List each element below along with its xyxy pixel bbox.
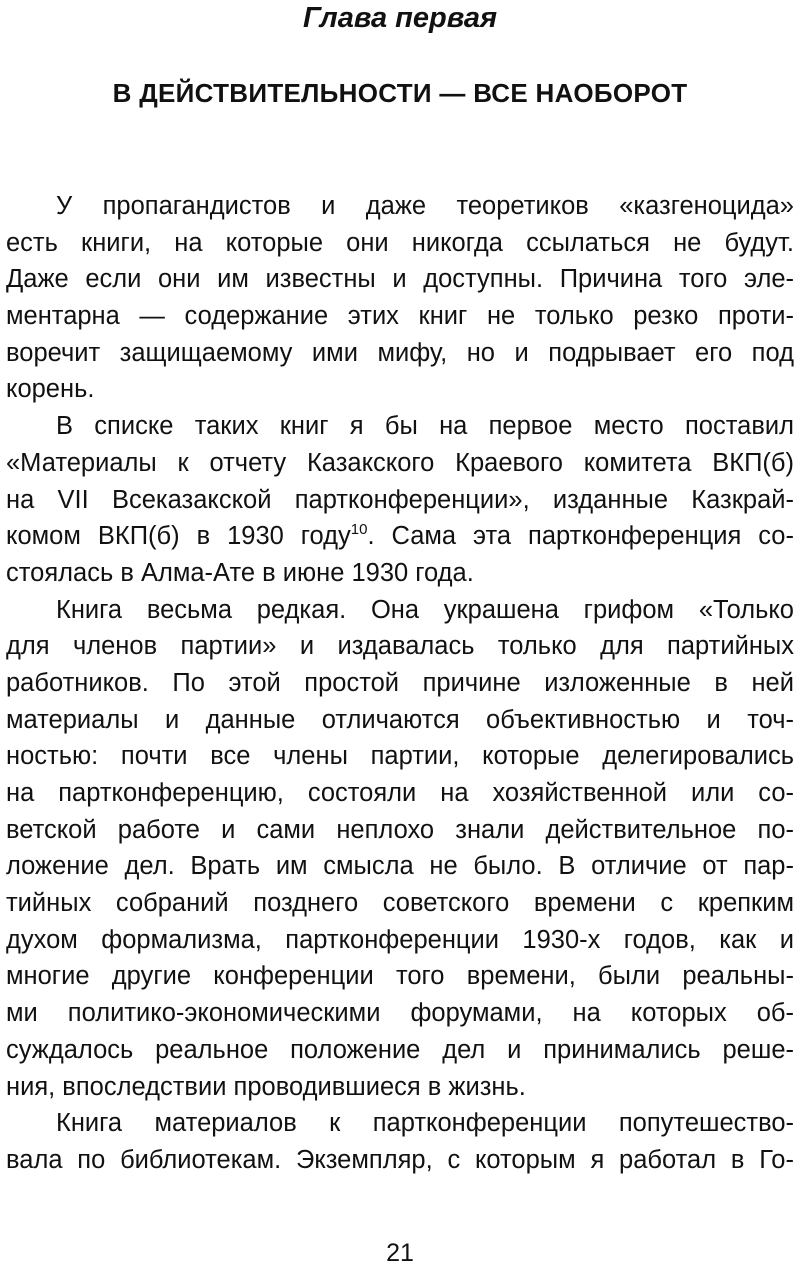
text-line: Даже если они им известны и доступны. Причина того эле- bbox=[6, 265, 794, 294]
text-line: духом формализма, партконференции 1930-х годов, как и bbox=[6, 925, 794, 954]
text-line: на VII Всеказакской партконференции», изданные Казкрай- bbox=[6, 485, 794, 514]
text-line: Книга весьма редкая. Она украшена грифом «Только bbox=[56, 595, 794, 624]
text-line: ложение дел. Врать им смысла не было. В отличие от пар- bbox=[6, 852, 794, 881]
text-line: В списке таких книг я бы на первое место поставил bbox=[56, 412, 794, 441]
text-line: ветской работе и сами неплохо знали действительное по- bbox=[6, 815, 794, 844]
text-line: на партконференцию, состояли на хозяйственной или со- bbox=[6, 779, 794, 807]
text-line: ми политико-экономическими форумами, на которых об- bbox=[6, 999, 794, 1028]
text-line: ния, впоследствии проводившиеся в жизнь. bbox=[6, 1072, 526, 1101]
text-line: воречит защищаемому ими мифу, но и подрывает его под bbox=[6, 338, 794, 367]
body-text bbox=[6, 188, 794, 1179]
text-line: суждалось реальное положение дел и принимались реше- bbox=[6, 1035, 794, 1064]
text-fragment: комом ВКП(б) в 1930 году bbox=[6, 522, 351, 551]
text-line-with-footnote bbox=[6, 518, 794, 555]
page-number: 21 bbox=[386, 1239, 414, 1267]
text-line: материалы и данные отличаются объективностью и точ- bbox=[6, 705, 794, 734]
text-line: ностью: почти все члены партии, которые делегировались bbox=[6, 742, 794, 771]
text-line: Книга материалов к партконференции попутешество- bbox=[56, 1109, 794, 1138]
text-line: вала по библиотекам. Экземпляр, с которым я работал в Го- bbox=[6, 1145, 794, 1174]
text-line: У пропагандистов и даже теоретиков «казгеноцида» bbox=[56, 192, 794, 220]
text-line: ментарна — содержание этих книг не только резко проти- bbox=[6, 302, 794, 331]
footnote-reference[interactable]: 10 bbox=[350, 521, 368, 539]
text-line: стоялась в Алма-Ате в июне 1930 года. bbox=[6, 558, 474, 587]
text-line: «Материалы к отчету Казакского Краевого комитета ВКП(б) bbox=[6, 448, 794, 477]
text-line: есть книги, на которые они никогда ссылаться не будут. bbox=[6, 228, 794, 257]
text-line: тийных собраний позднего советского времени с крепким bbox=[6, 889, 794, 918]
text-fragment: . Сама эта партконференция со- bbox=[367, 522, 794, 551]
chapter-label: Глава первая bbox=[302, 2, 498, 34]
text-line: многие другие конференции того времени, были реальны- bbox=[6, 962, 794, 991]
text-line: корень. bbox=[6, 375, 95, 404]
text-line: для членов партии» и издавалась только для партийных bbox=[6, 632, 794, 661]
chapter-title: В ДЕЙСТВИТЕЛЬНОСТИ — ВСЕ НАОБОРОТ bbox=[112, 78, 688, 108]
text-line: работников. По этой простой причине изложенные в ней bbox=[6, 668, 794, 697]
